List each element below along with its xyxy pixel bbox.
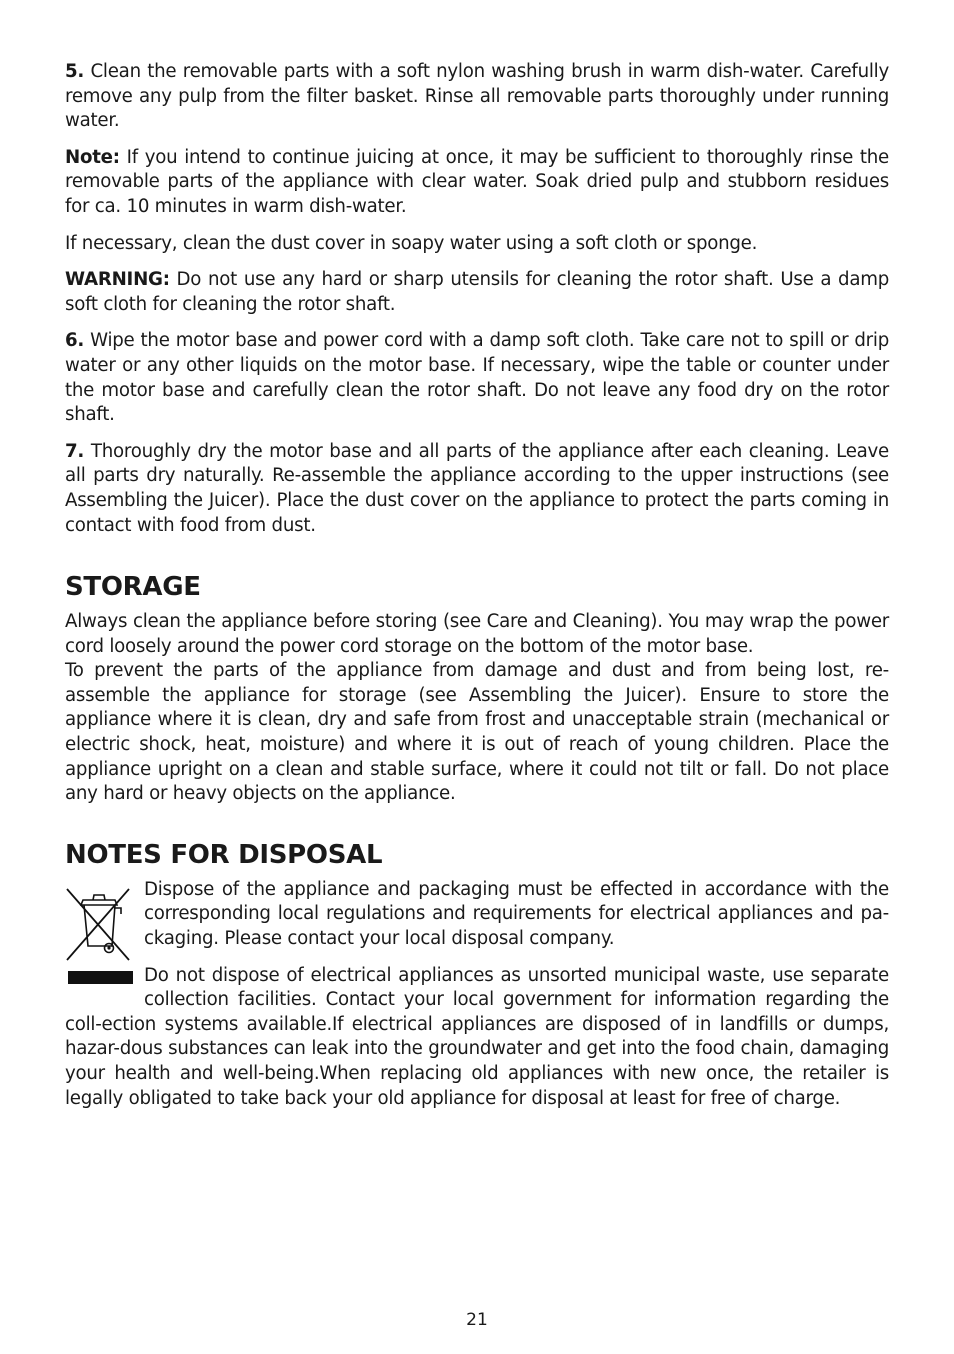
step-5-number: 5. <box>65 61 85 82</box>
step-7-number: 7. <box>65 440 85 462</box>
step-5-text: Clean the removable parts with a soft nylon washing brush in warm dish-water. Carefully remove any pulp from the filter basket. Rinse all removable parts thoroughly under running water. <box>65 61 889 132</box>
note-paragraph <box>65 146 889 220</box>
disposal-heading: NOTES FOR DISPOSAL <box>65 839 383 870</box>
step-6-text: Wipe the motor base and power cord with a damp soft cloth. Take care not to spill or drip water or any other liquids on the motor base. If necessary, wipe the table or counter under the motor base and carefully clean the rotor shaft. Do not leave any food dry on the rotor shaft. <box>65 330 889 426</box>
step-6-number: 6. <box>65 330 85 352</box>
step-6-paragraph <box>65 329 889 427</box>
note-text: If you intend to continue juicing at once, it may be sufficient to thoroughly rinse the removable parts of the appliance with clear water. Soak dried pulp and stubborn residues for ca. 10 minutes in warm dish-water. <box>65 146 889 217</box>
step-7-text: Thoroughly dry the motor base and all parts of the appliance after each cleaning. Leave all parts dry naturally. Re-assemble the appliance according to the upper instructions (see Assembling the Juicer). Place the dust cover on the appliance to protect the parts coming in contact with food from dust. <box>65 440 889 536</box>
disposal-section <box>65 838 889 1111</box>
storage-paragraph-1: Always clean the appliance before storing (see Care and Cleaning). You may wrap the power cord loosely around the power cord storage on the bottom of the motor base. <box>65 611 889 657</box>
disposal-paragraph-1: Dispose of the appliance and packaging must be effected in accordance with the corresponding local regulations and requirements for electrical appliances and pa-ckaging. Please contact your local disposal company. <box>144 878 889 950</box>
disposal-body <box>65 878 889 1111</box>
storage-section <box>65 570 889 807</box>
disposal-paragraph-2: Do not dispose of electrical appliances as unsorted municipal waste, use separate collection facilities. Contact your local government for information regarding the coll-ection systems available.If electrical appliances are disposed of in landfills or dumps, hazar-dous substances can leak into the groundwater and get into the food chain, damaging your health and well-being.When replacing old appliances with new once, the retailer is legally obligated to take back your old appliance for disposal at least for free of charge. <box>65 964 889 1109</box>
crossed-out-wheelie-bin-icon <box>65 878 144 990</box>
care-cleaning-section <box>65 60 889 538</box>
storage-heading: STORAGE <box>65 572 201 603</box>
dust-cover-paragraph: If necessary, clean the dust cover in soapy water using a soft cloth or sponge. <box>65 232 758 254</box>
warning-paragraph <box>65 268 889 317</box>
step-5-paragraph <box>65 60 889 134</box>
note-label: Note: <box>65 146 120 168</box>
wheelie-bin-graphic <box>65 886 135 968</box>
storage-paragraph-2: To prevent the parts of the appliance from damage and dust and from being lost, re-assemble the appliance for storage (see Assembling the Juicer). Ensure to store the appliance where it is clean, dry and safe from frost and unacceptable strain (mechanical or electric shock, heat, moisture) and where it is out of reach of young children. Place the appliance upright on a clean and stable surface, where it could not tilt or fall. Do not place any hard or heavy objects on the appliance. <box>65 660 889 805</box>
page-number: 21 <box>466 1310 488 1330</box>
warning-label: WARNING: <box>65 269 170 291</box>
bin-underline-bar <box>68 971 133 984</box>
manual-page <box>65 60 889 1111</box>
step-7-paragraph <box>65 440 889 538</box>
warning-text: Do not use any hard or sharp utensils for cleaning the rotor shaft. Use a damp soft cloth for cleaning the rotor shaft. <box>65 269 889 315</box>
